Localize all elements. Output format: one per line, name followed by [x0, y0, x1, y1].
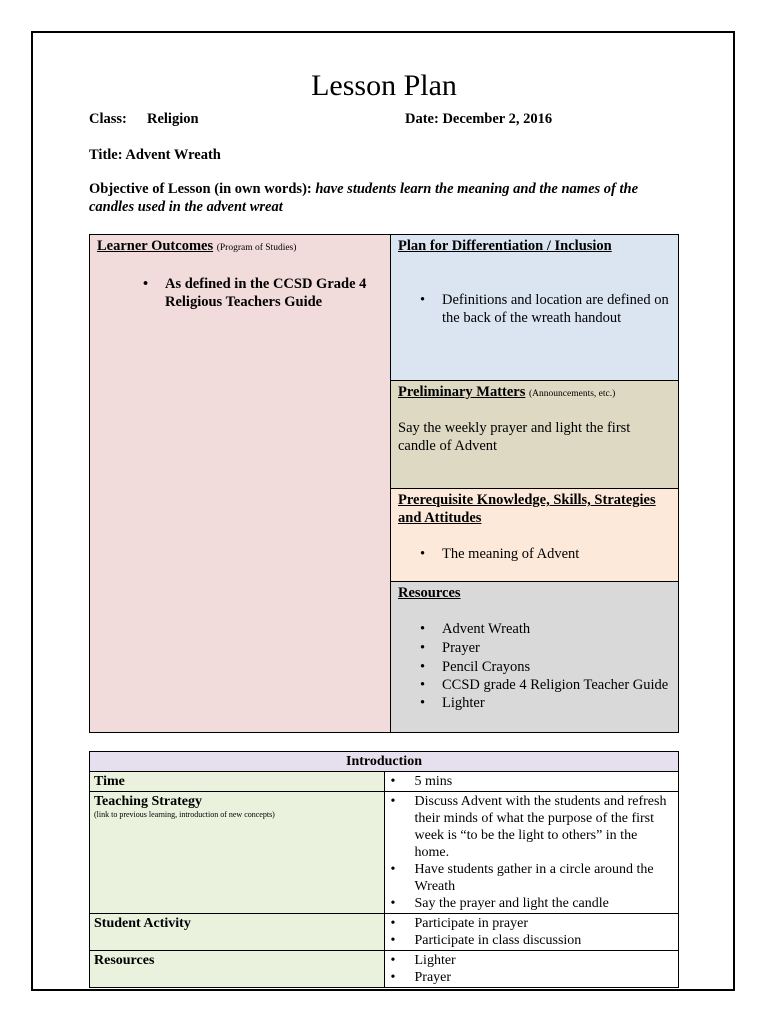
differentiation-box [390, 234, 679, 381]
preliminary-heading: Preliminary Matters [398, 384, 526, 400]
learner-outcomes-note: (Program of Studies) [216, 243, 297, 253]
prerequisite-list [398, 545, 671, 563]
list-item: • Discuss Advent with the students and refresh their minds of what the purpose of the first week is “to be the light to others” in the home. [389, 793, 675, 861]
list-item: • Definitions and location are defined on the back of the wreath handout [398, 291, 671, 327]
objective-text: have students learn the meaning and the names of the candles used in the advent wreat [89, 181, 639, 215]
row-label-time: Time [90, 772, 385, 792]
table-row [90, 792, 679, 914]
class-line [89, 110, 199, 128]
table-row [90, 772, 679, 792]
list-item: • The meaning of Advent [398, 545, 671, 563]
preliminary-text: Say the weekly prayer and light the first candle of Advent [398, 420, 631, 454]
resources-box [390, 581, 679, 733]
row-label-teaching-strategy [90, 792, 385, 914]
list-item: • Advent Wreath [398, 620, 671, 639]
list-item: • Lighter [389, 952, 675, 969]
preliminary-note: (Announcements, etc.) [529, 389, 616, 399]
list-item: • Participate in class discussion [389, 932, 675, 949]
learner-outcomes-box [89, 234, 391, 733]
objective-label: Objective of Lesson (in own words): [89, 181, 312, 197]
date-line: Date: December 2, 2016 [405, 111, 553, 127]
row-label-student-activity: Student Activity [90, 914, 385, 951]
resources-heading: Resources [398, 585, 461, 601]
list-item: • Participate in prayer [389, 915, 675, 932]
differentiation-heading: Plan for Differentiation / Inclusion [398, 238, 612, 254]
list-item: • Lighter [398, 694, 671, 713]
row-content [384, 772, 679, 792]
list-item: • CCSD grade 4 Religion Teacher Guide [398, 677, 671, 694]
page-title: Lesson Plan [311, 69, 457, 102]
lesson-title: Title: Advent Wreath [89, 147, 221, 163]
introduction-table [89, 751, 679, 988]
class-label: Class: [89, 111, 127, 127]
row-label-resources: Resources [90, 951, 385, 988]
introduction-header: Introduction [90, 752, 679, 772]
row-content [384, 914, 679, 951]
list-item: • Prayer [389, 969, 675, 986]
list-item: • 5 mins [389, 773, 675, 790]
prerequisite-heading: Prerequisite Knowledge, Skills, Strategies and Attitudes [398, 492, 656, 526]
resources-list [398, 620, 671, 713]
learner-outcomes-list [97, 275, 383, 311]
list-item: • Prayer [398, 639, 671, 658]
prerequisite-box [390, 488, 679, 582]
table-row [90, 914, 679, 951]
row-content [384, 951, 679, 988]
objective [89, 180, 679, 216]
preliminary-box [390, 380, 679, 489]
list-item: • As defined in the CCSD Grade 4 Religious Teachers Guide [121, 275, 383, 311]
table-row [90, 951, 679, 988]
table-header-row [90, 752, 679, 772]
class-value: Religion [147, 111, 199, 127]
learner-outcomes-heading: Learner Outcomes [97, 238, 214, 254]
label-subtext: (link to previous learning, introduction of new concepts) [94, 810, 275, 819]
list-item: • Say the prayer and light the candle [389, 895, 675, 912]
row-content [384, 792, 679, 914]
differentiation-list [398, 291, 671, 327]
list-item: • Pencil Crayons [398, 658, 671, 677]
list-item: • Have students gather in a circle around the Wreath [389, 861, 675, 895]
label-text: Teaching Strategy [94, 794, 202, 809]
